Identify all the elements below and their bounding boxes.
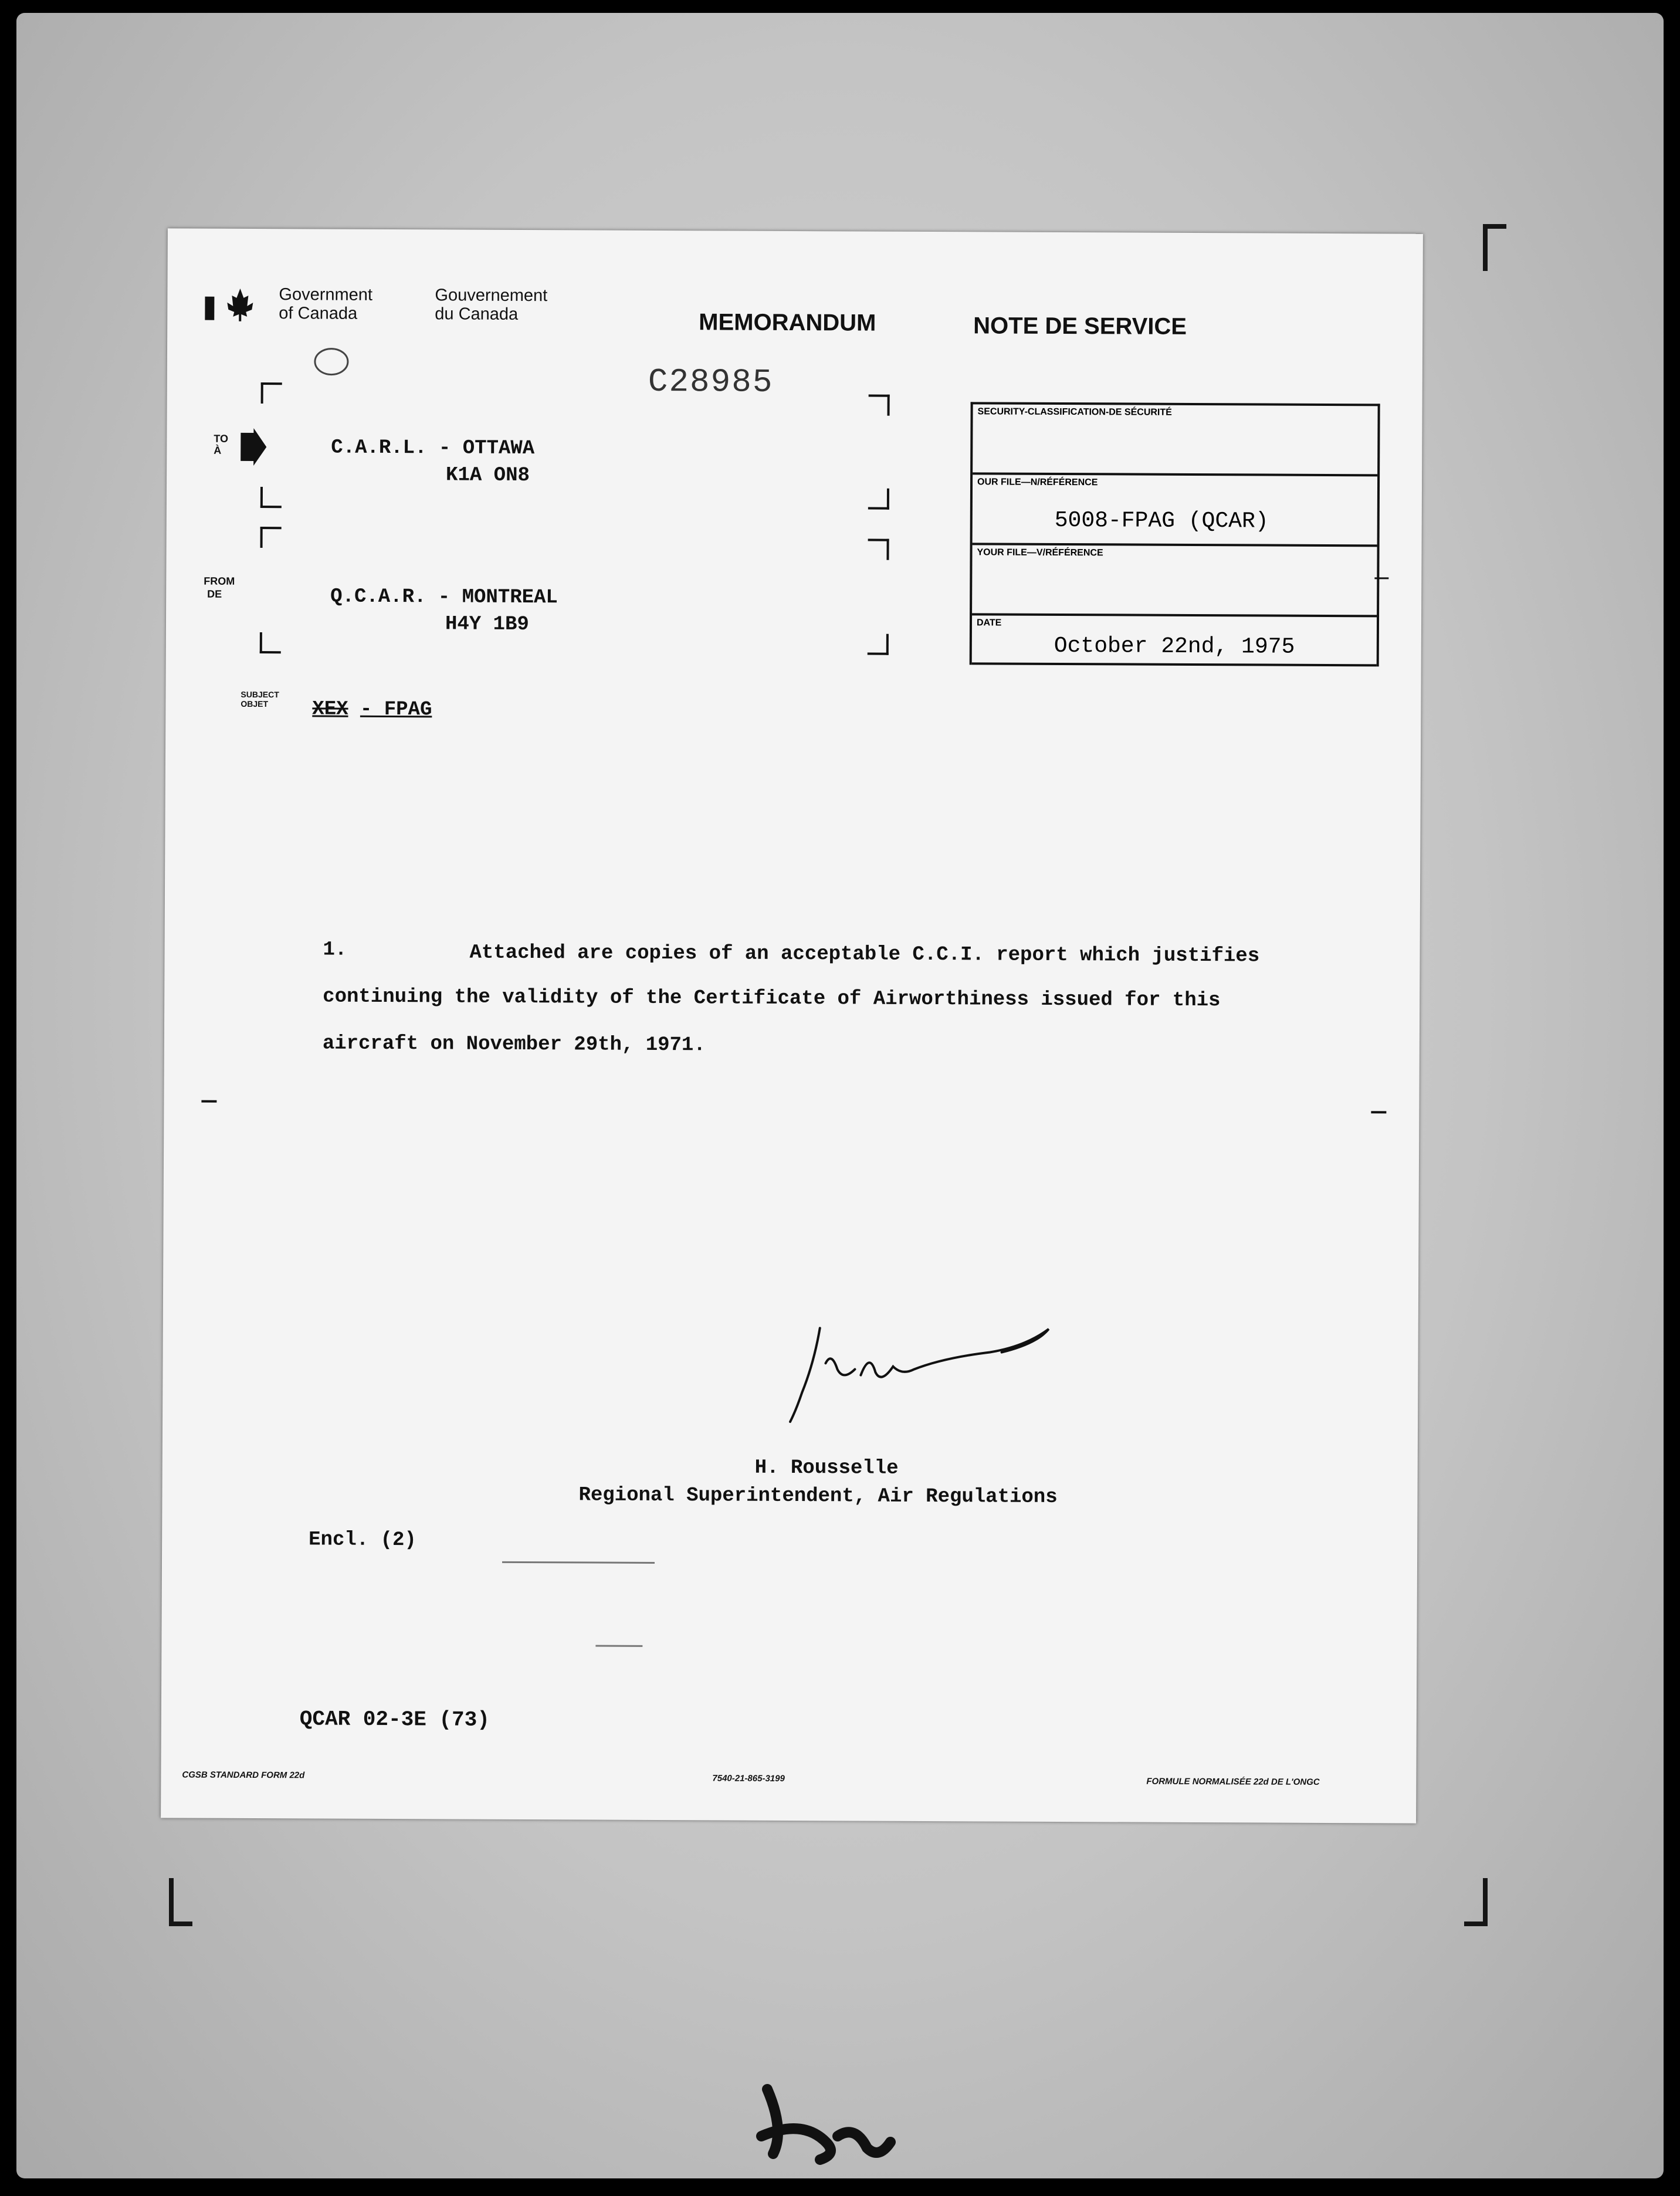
signatory-name: H. Rousselle bbox=[754, 1456, 899, 1480]
arrow-right-icon bbox=[239, 427, 269, 468]
faint-mark bbox=[502, 1561, 655, 1564]
body-line-1: Attached are copies of an acceptable C.C.I. report which justifies bbox=[469, 941, 1260, 968]
security-classification-field: SECURITY-CLASSIFICATION-DE SÉCURITÉ bbox=[973, 404, 1378, 476]
footer-left: CGSB STANDARD FORM 22d bbox=[182, 1770, 305, 1781]
canada-flag-icon bbox=[205, 286, 269, 321]
footer-right: FORMULE NORMALISÉE 22d DE L'ONGC bbox=[1146, 1776, 1320, 1787]
bracket bbox=[868, 489, 889, 510]
pencil-circle-mark bbox=[311, 344, 353, 379]
crop-mark bbox=[1483, 1878, 1488, 1925]
margin-dash bbox=[1374, 577, 1388, 579]
crop-mark bbox=[1483, 224, 1488, 271]
our-file-field: OUR FILE—N/RÉFÉRENCE 5008-FPAG (QCAR) bbox=[973, 475, 1378, 547]
handwritten-signature bbox=[755, 1310, 1061, 1429]
bracket bbox=[868, 634, 889, 655]
bracket bbox=[260, 487, 282, 508]
body-line-2: continuing the validity of the Certificate of Airworthiness issued for this bbox=[323, 985, 1221, 1012]
subject-label: SUBJECT OBJET bbox=[241, 689, 279, 709]
handwritten-mark bbox=[750, 2066, 902, 2171]
footer-center: 7540-21-865-3199 bbox=[712, 1773, 785, 1784]
form-code: QCAR 02-3E (73) bbox=[299, 1707, 490, 1732]
stamped-number: C28985 bbox=[648, 362, 774, 401]
from-address: Q.C.A.R. - MONTREAL H4Y 1B9 bbox=[330, 585, 558, 636]
letterhead-fr: Gouvernement du Canada bbox=[435, 286, 548, 324]
body-line-3: aircraft on November 29th, 1971. bbox=[322, 1032, 706, 1057]
signatory-title: Regional Superintendent, Air Regulations bbox=[578, 1484, 1058, 1509]
crop-mark bbox=[1483, 224, 1506, 229]
title-note-de-service: NOTE DE SERVICE bbox=[973, 313, 1187, 340]
subject-line: XEX - FPAG bbox=[312, 698, 432, 721]
enclosure-note: Encl. (2) bbox=[309, 1529, 416, 1552]
from-label: FROM DE bbox=[204, 575, 235, 600]
faint-mark bbox=[595, 1645, 642, 1647]
reference-box bbox=[970, 402, 1380, 666]
to-label: TO À bbox=[214, 432, 229, 456]
crop-mark bbox=[1464, 1922, 1488, 1926]
bracket bbox=[260, 527, 282, 548]
bracket bbox=[260, 632, 281, 653]
bracket bbox=[868, 539, 889, 560]
bracket bbox=[869, 395, 890, 416]
margin-dash bbox=[201, 1100, 216, 1103]
crop-mark bbox=[169, 1878, 174, 1925]
bracket bbox=[261, 382, 282, 404]
margin-dash bbox=[1371, 1111, 1386, 1113]
crop-mark bbox=[169, 1922, 192, 1926]
memorandum-sheet bbox=[161, 228, 1423, 1823]
letterhead-en: Government of Canada bbox=[279, 285, 373, 323]
paragraph-number: 1. bbox=[323, 938, 347, 961]
to-address: C.A.R.L. - OTTAWA K1A ON8 bbox=[331, 436, 535, 487]
title-memorandum: MEMORANDUM bbox=[699, 309, 876, 336]
date-field: DATE October 22nd, 1975 bbox=[972, 615, 1377, 666]
your-file-field: YOUR FILE—V/RÉFÉRENCE bbox=[972, 545, 1377, 617]
